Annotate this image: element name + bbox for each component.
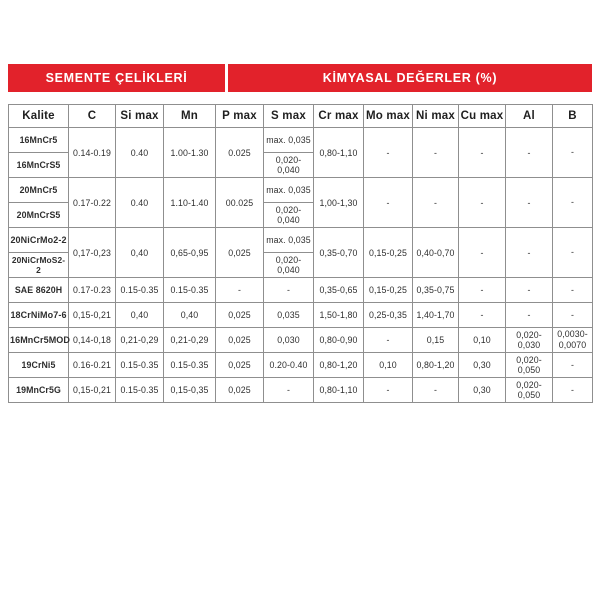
cell-si: 0.15-0.35 [116,378,164,403]
cell-si: 0.40 [116,128,164,178]
header-row [9,105,593,128]
cell-al: 0,020-0,050 [506,378,553,403]
table-row [9,328,593,353]
cell-cu: - [459,278,506,303]
cell-ni: 1,40-1,70 [413,303,459,328]
cell-cu: - [459,303,506,328]
cell-c: 0,17-0,23 [69,228,116,278]
cell-mn: 1.10-1.40 [164,178,216,228]
cell-si: 0,40 [116,228,164,278]
cell-b: - [553,353,593,378]
cell-cu: 0,10 [459,328,506,353]
col-header-kalite: Kalite [9,105,69,128]
cell-mn: 0,65-0,95 [164,228,216,278]
cell-b: - [553,228,593,278]
cell-si: 0,21-0,29 [116,328,164,353]
cell-cr: 1,50-1,80 [314,303,364,328]
cell-al: - [506,278,553,303]
cell-c: 0.14-0.19 [69,128,116,178]
cell-b: - [553,303,593,328]
cell-mn: 0.15-0.35 [164,353,216,378]
col-header-s-max: S max [264,105,314,128]
cell-ni: 0,40-0,70 [413,228,459,278]
cell-mo: 0,25-0,35 [364,303,413,328]
cell-cu: 0,30 [459,353,506,378]
col-header-c: C [69,105,116,128]
cell-c: 0,15-0,21 [69,378,116,403]
cell-mo: - [364,178,413,228]
cell-p: 0,025 [216,353,264,378]
cell-si: 0.40 [116,178,164,228]
cell-cr: 0,80-1,10 [314,378,364,403]
cell-p: 0,025 [216,228,264,278]
cell-p: - [216,278,264,303]
cell-cr: 0,80-1,10 [314,128,364,178]
table-row [9,378,593,403]
cell-mn: 0,40 [164,303,216,328]
cell-mo: 0,10 [364,353,413,378]
cell-p: 00.025 [216,178,264,228]
banner-right-label: KİMYASAL DEĞERLER (%) [322,71,498,85]
banner-kimyasal-degerler [228,64,592,92]
cell-cr: 0,35-0,65 [314,278,364,303]
cell-al: - [506,128,553,178]
cell-cr: 0,80-1,20 [314,353,364,378]
cell-mo: - [364,128,413,178]
cell-cr: 0,80-0,90 [314,328,364,353]
cell-s: 0.20-0.40 [264,353,314,378]
steel-grade: 19MnCr5G [9,378,69,403]
cell-p: 0.025 [216,128,264,178]
cell-al: - [506,303,553,328]
cell-mo: - [364,378,413,403]
col-header-si-max: Si max [116,105,164,128]
table-row [9,303,593,328]
cell-p: 0,025 [216,328,264,353]
cell-ni: 0,35-0,75 [413,278,459,303]
cell-c: 0.17-0.22 [69,178,116,228]
cell-ni: - [413,178,459,228]
steel-grade: 18CrNiMo7-6 [9,303,69,328]
cell-mn: 1.00-1.30 [164,128,216,178]
cell-b: 0,0030-0,0070 [553,328,593,353]
cell-cu: - [459,228,506,278]
cell-al: - [506,228,553,278]
cell-s: 0,020-0,040 [264,253,314,278]
cell-si: 0.15-0.35 [116,278,164,303]
cell-cu: - [459,178,506,228]
cell-si: 0,40 [116,303,164,328]
cell-s: 0,035 [264,303,314,328]
steel-grade: 20NiCrMo2-2 [9,228,69,253]
cell-cu: 0,30 [459,378,506,403]
col-header-al: Al [506,105,553,128]
cell-si: 0.15-0.35 [116,353,164,378]
cell-b: - [553,378,593,403]
cell-ni: - [413,378,459,403]
table-row [9,353,593,378]
steel-grade: 16MnCr5MOD [9,328,69,353]
cell-al: - [506,178,553,228]
steel-composition-table [8,104,593,403]
cell-ni: 0,15 [413,328,459,353]
col-header-b: B [553,105,593,128]
cell-c: 0,15-0,21 [69,303,116,328]
cell-cr: 0,35-0,70 [314,228,364,278]
cell-al: 0,020-0,050 [506,353,553,378]
banner-left-label: SEMENTE ÇELİKLERİ [45,71,188,85]
cell-b: - [553,278,593,303]
cell-mn: 0,21-0,29 [164,328,216,353]
cell-mn: 0,15-0,35 [164,378,216,403]
table-row [9,178,593,203]
col-header-ni-max: Ni max [413,105,459,128]
cell-mo: 0,15-0,25 [364,228,413,278]
cell-s: - [264,278,314,303]
cell-c: 0.17-0.23 [69,278,116,303]
cell-b: - [553,178,593,228]
table-row [9,278,593,303]
col-header-cr-max: Cr max [314,105,364,128]
table-row [9,128,593,153]
col-header-mn: Mn [164,105,216,128]
cell-s: max. 0,035 [264,128,314,153]
cell-al: 0,020-0,030 [506,328,553,353]
steel-grade: 20MnCr5 [9,178,69,203]
banner-row [8,64,592,92]
steel-grade: 16MnCrS5 [9,153,69,178]
col-header-cu-max: Cu max [459,105,506,128]
cell-ni: - [413,128,459,178]
cell-s: max. 0,035 [264,178,314,203]
cell-mn: 0.15-0.35 [164,278,216,303]
col-header-p-max: P max [216,105,264,128]
cell-p: 0,025 [216,303,264,328]
steel-grade: 19CrNi5 [9,353,69,378]
col-header-mo-max: Mo max [364,105,413,128]
cell-mo: - [364,328,413,353]
cell-cr: 1,00-1,30 [314,178,364,228]
steel-grade: 20NiCrMoS2-2 [9,253,69,278]
cell-s: - [264,378,314,403]
cell-s: 0,020-0,040 [264,203,314,228]
cell-b: - [553,128,593,178]
cell-s: 0,030 [264,328,314,353]
cell-cu: - [459,128,506,178]
cell-c: 0,14-0,18 [69,328,116,353]
steel-grade: 20MnCrS5 [9,203,69,228]
cell-s: max. 0,035 [264,228,314,253]
cell-p: 0,025 [216,378,264,403]
steel-grade: SAE 8620H [9,278,69,303]
cell-mo: 0,15-0,25 [364,278,413,303]
table-row [9,228,593,253]
cell-s: 0,020-0,040 [264,153,314,178]
steel-grade: 16MnCr5 [9,128,69,153]
cell-c: 0.16-0.21 [69,353,116,378]
banner-semente-celikleri [8,64,225,92]
cell-ni: 0,80-1,20 [413,353,459,378]
